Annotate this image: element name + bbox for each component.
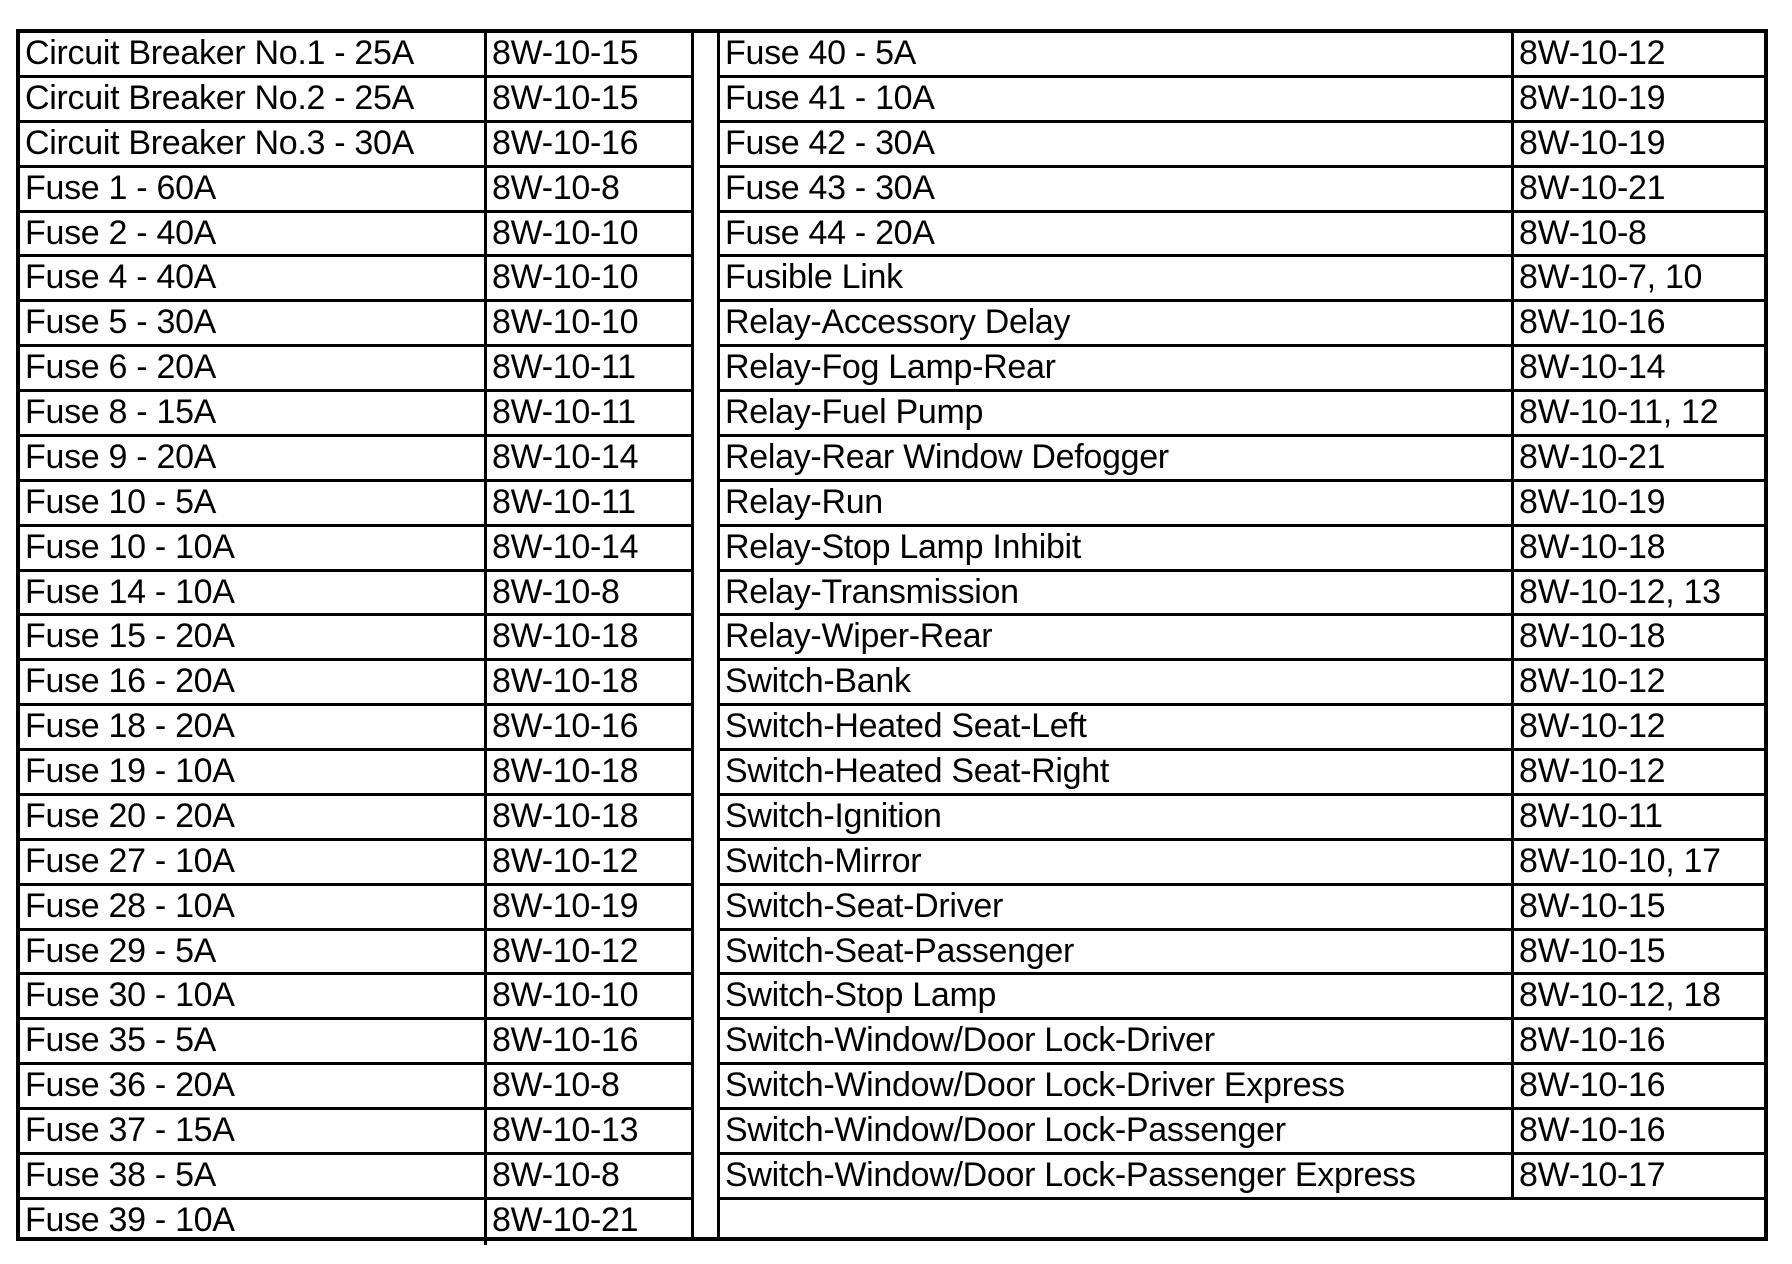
table-row: [20, 1200, 691, 1245]
component-name-cell: Fusible Link: [720, 257, 1514, 299]
component-name-cell: Fuse 16 - 20A: [20, 661, 487, 703]
component-name-cell: Fuse 28 - 10A: [20, 886, 487, 928]
table-row: [20, 1020, 691, 1065]
component-name-cell: Relay-Transmission: [720, 572, 1514, 614]
reference-cell: 8W-10-8: [492, 168, 620, 207]
reference-cell: 8W-10-8: [492, 1066, 620, 1105]
table-row: [720, 437, 1764, 482]
component-name-cell: Circuit Breaker No.3 - 30A: [20, 123, 487, 165]
table-row: [720, 796, 1764, 841]
component-name-cell: Relay-Stop Lamp Inhibit: [720, 527, 1514, 569]
table-row: [720, 33, 1764, 78]
reference-cell: 8W-10-16: [492, 707, 639, 746]
reference-cell: 8W-10-15: [492, 34, 639, 72]
reference-cell: 8W-10-12: [1519, 707, 1666, 746]
component-name-cell: Fuse 41 - 10A: [720, 78, 1514, 120]
reference-cell: 8W-10-10: [492, 976, 639, 1015]
table-row: [720, 1065, 1764, 1110]
component-name-cell: Relay-Fog Lamp-Rear: [720, 347, 1514, 389]
reference-cell: 8W-10-8: [492, 1155, 620, 1194]
reference-cell: 8W-10-16: [1519, 1021, 1666, 1060]
reference-cell: 8W-10-11: [1519, 796, 1663, 835]
table-row: [720, 168, 1764, 213]
component-name-cell: Fuse 44 - 20A: [720, 213, 1514, 255]
table-row: [720, 257, 1764, 302]
table-row: [20, 796, 691, 841]
reference-cell: 8W-10-12: [492, 841, 639, 880]
component-name-cell: Fuse 38 - 5A: [20, 1155, 487, 1197]
table-row: [720, 661, 1764, 706]
reference-cell: 8W-10-19: [492, 886, 639, 925]
table-row: [20, 482, 691, 527]
reference-cell: 8W-10-7, 10: [1519, 258, 1703, 297]
component-name-cell: Fuse 30 - 10A: [20, 975, 487, 1017]
table-row: [720, 886, 1764, 931]
reference-cell: 8W-10-10: [492, 303, 639, 342]
component-name-cell: Fuse 6 - 20A: [20, 347, 487, 389]
table-row: [720, 931, 1764, 976]
reference-cell: 8W-10-21: [1519, 168, 1666, 207]
component-name-cell: Fuse 9 - 20A: [20, 437, 487, 479]
component-name-cell: Switch-Stop Lamp: [720, 975, 1514, 1017]
component-name-cell: Fuse 36 - 20A: [20, 1065, 487, 1107]
reference-cell: 8W-10-10: [492, 213, 639, 252]
table-row: [20, 886, 691, 931]
table-row: [720, 616, 1764, 661]
reference-cell: 8W-10-16: [1519, 1111, 1666, 1149]
reference-cell: 8W-10-12: [1519, 752, 1666, 790]
table-row: [720, 392, 1764, 437]
column-divider: [694, 33, 720, 1237]
component-name-cell: Fuse 5 - 30A: [20, 302, 487, 344]
table-row: [20, 751, 691, 796]
table-row: [20, 975, 691, 1020]
component-name-cell: Fuse 35 - 5A: [20, 1020, 487, 1062]
reference-cell: 8W-10-11: [492, 348, 636, 387]
component-name-cell: Fuse 39 - 10A: [20, 1200, 487, 1245]
reference-cell: 8W-10-19: [1519, 123, 1666, 162]
reference-cell: 8W-10-14: [492, 527, 639, 566]
table-row: [20, 437, 691, 482]
table-row: [20, 706, 691, 751]
reference-cell: 8W-10-10, 17: [1519, 841, 1721, 880]
table-row: [20, 347, 691, 392]
table-row: [720, 302, 1764, 347]
component-name-cell: Circuit Breaker No.1 - 25A: [20, 33, 487, 75]
table-row: [20, 661, 691, 706]
table-row: [720, 347, 1764, 392]
reference-cell: 8W-10-11, 12: [1519, 393, 1719, 431]
component-name-cell: Circuit Breaker No.2 - 25A: [20, 78, 487, 120]
component-name-cell: Relay-Fuel Pump: [720, 392, 1514, 434]
reference-cell: 8W-10-16: [492, 123, 639, 162]
reference-cell: 8W-10-19: [1519, 78, 1666, 117]
table-row: [20, 123, 691, 168]
component-name-cell: Switch-Window/Door Lock-Driver: [720, 1020, 1514, 1062]
component-name-cell: Switch-Window/Door Lock-Passenger Express: [720, 1155, 1514, 1197]
reference-cell: 8W-10-19: [1519, 482, 1666, 521]
reference-cell: 8W-10-11: [492, 393, 636, 431]
reference-cell: 8W-10-14: [492, 437, 639, 476]
reference-cell: 8W-10-16: [492, 1021, 639, 1060]
table-row: [720, 706, 1764, 751]
table-row: [720, 482, 1764, 527]
component-name-cell: Switch-Seat-Passenger: [720, 931, 1514, 973]
component-name-cell: Fuse 43 - 30A: [720, 168, 1514, 210]
component-index-table: [16, 29, 1768, 1241]
reference-cell: 8W-10-18: [1519, 617, 1666, 656]
table-row: [20, 213, 691, 258]
component-name-cell: Fuse 18 - 20A: [20, 706, 487, 748]
component-name-cell: Relay-Rear Window Defogger: [720, 437, 1514, 479]
component-name-cell: Relay-Run: [720, 482, 1514, 524]
empty-row: [720, 1200, 1764, 1245]
reference-cell: 8W-10-18: [1519, 527, 1666, 566]
reference-cell: 8W-10-12: [1519, 662, 1666, 701]
right-column: [720, 33, 1764, 1237]
component-name-cell: Fuse 2 - 40A: [20, 213, 487, 255]
reference-cell: 8W-10-10: [492, 258, 639, 297]
reference-cell: 8W-10-18: [492, 796, 639, 835]
component-name-cell: Switch-Ignition: [720, 796, 1514, 838]
component-name-cell: Relay-Wiper-Rear: [720, 616, 1514, 658]
component-name-cell: Switch-Seat-Driver: [720, 886, 1514, 928]
reference-cell: 8W-10-12: [1519, 34, 1666, 72]
table-row: [20, 1155, 691, 1200]
reference-cell: 8W-10-16: [1519, 303, 1666, 342]
reference-cell: 8W-10-13: [492, 1111, 639, 1149]
reference-cell: 8W-10-11: [492, 482, 636, 521]
component-name-cell: Fuse 29 - 5A: [20, 931, 487, 973]
table-row: [20, 302, 691, 347]
component-name-cell: Switch-Mirror: [720, 841, 1514, 883]
reference-cell: 8W-10-12, 13: [1519, 572, 1721, 611]
component-name-cell: Fuse 15 - 20A: [20, 616, 487, 658]
table-row: [720, 751, 1764, 796]
table-row: [20, 392, 691, 437]
component-name-cell: Fuse 1 - 60A: [20, 168, 487, 210]
table-row: [720, 572, 1764, 617]
table-row: [720, 213, 1764, 258]
table-row: [720, 78, 1764, 123]
table-row: [20, 1065, 691, 1110]
reference-cell: 8W-10-12: [492, 931, 639, 970]
component-name-cell: Fuse 42 - 30A: [720, 123, 1514, 165]
component-name-cell: Switch-Heated Seat-Left: [720, 706, 1514, 748]
table-row: [20, 616, 691, 661]
table-row: [720, 123, 1764, 168]
reference-cell: 8W-10-12, 18: [1519, 976, 1721, 1015]
component-name-cell: Switch-Heated Seat-Right: [720, 751, 1514, 793]
component-name-cell: Fuse 10 - 5A: [20, 482, 487, 524]
reference-cell: 8W-10-17: [1519, 1155, 1666, 1194]
reference-cell: 8W-10-8: [492, 572, 620, 611]
reference-cell: 8W-10-15: [492, 78, 639, 117]
reference-cell: 8W-10-8: [1519, 213, 1647, 252]
table-row: [20, 1110, 691, 1155]
component-name-cell: Fuse 8 - 15A: [20, 392, 487, 434]
reference-cell: 8W-10-14: [1519, 348, 1666, 387]
component-name-cell: Fuse 37 - 15A: [20, 1110, 487, 1152]
reference-cell: 8W-10-16: [1519, 1066, 1666, 1105]
table-row: [720, 1155, 1764, 1200]
table-row: [720, 1110, 1764, 1155]
table-row: [20, 78, 691, 123]
reference-cell: 8W-10-15: [1519, 931, 1666, 970]
table-row: [20, 33, 691, 78]
component-name-cell: Relay-Accessory Delay: [720, 302, 1514, 344]
table-row: [20, 168, 691, 213]
component-name-cell: Fuse 4 - 40A: [20, 257, 487, 299]
component-name-cell: Fuse 20 - 20A: [20, 796, 487, 838]
component-name-cell: Fuse 40 - 5A: [720, 33, 1514, 75]
table-row: [20, 257, 691, 302]
table-row: [720, 1020, 1764, 1065]
table-row: [20, 841, 691, 886]
component-name-cell: Fuse 14 - 10A: [20, 572, 487, 614]
table-row: [720, 527, 1764, 572]
table-row: [20, 527, 691, 572]
reference-cell: 8W-10-18: [492, 617, 639, 656]
table-row: [20, 572, 691, 617]
reference-cell: 8W-10-15: [1519, 886, 1666, 925]
reference-cell: 8W-10-18: [492, 752, 639, 790]
table-row: [720, 841, 1764, 886]
component-name-cell: Switch-Bank: [720, 661, 1514, 703]
reference-cell: 8W-10-18: [492, 662, 639, 701]
left-column: [20, 33, 694, 1237]
component-name-cell: Fuse 10 - 10A: [20, 527, 487, 569]
component-name-cell: Switch-Window/Door Lock-Driver Express: [720, 1065, 1514, 1107]
table-row: [20, 931, 691, 976]
component-name-cell: Fuse 19 - 10A: [20, 751, 487, 793]
table-row: [720, 975, 1764, 1020]
component-name-cell: Switch-Window/Door Lock-Passenger: [720, 1110, 1514, 1152]
reference-cell: 8W-10-21: [1519, 437, 1666, 476]
reference-cell: 8W-10-21: [492, 1200, 639, 1239]
component-name-cell: Fuse 27 - 10A: [20, 841, 487, 883]
